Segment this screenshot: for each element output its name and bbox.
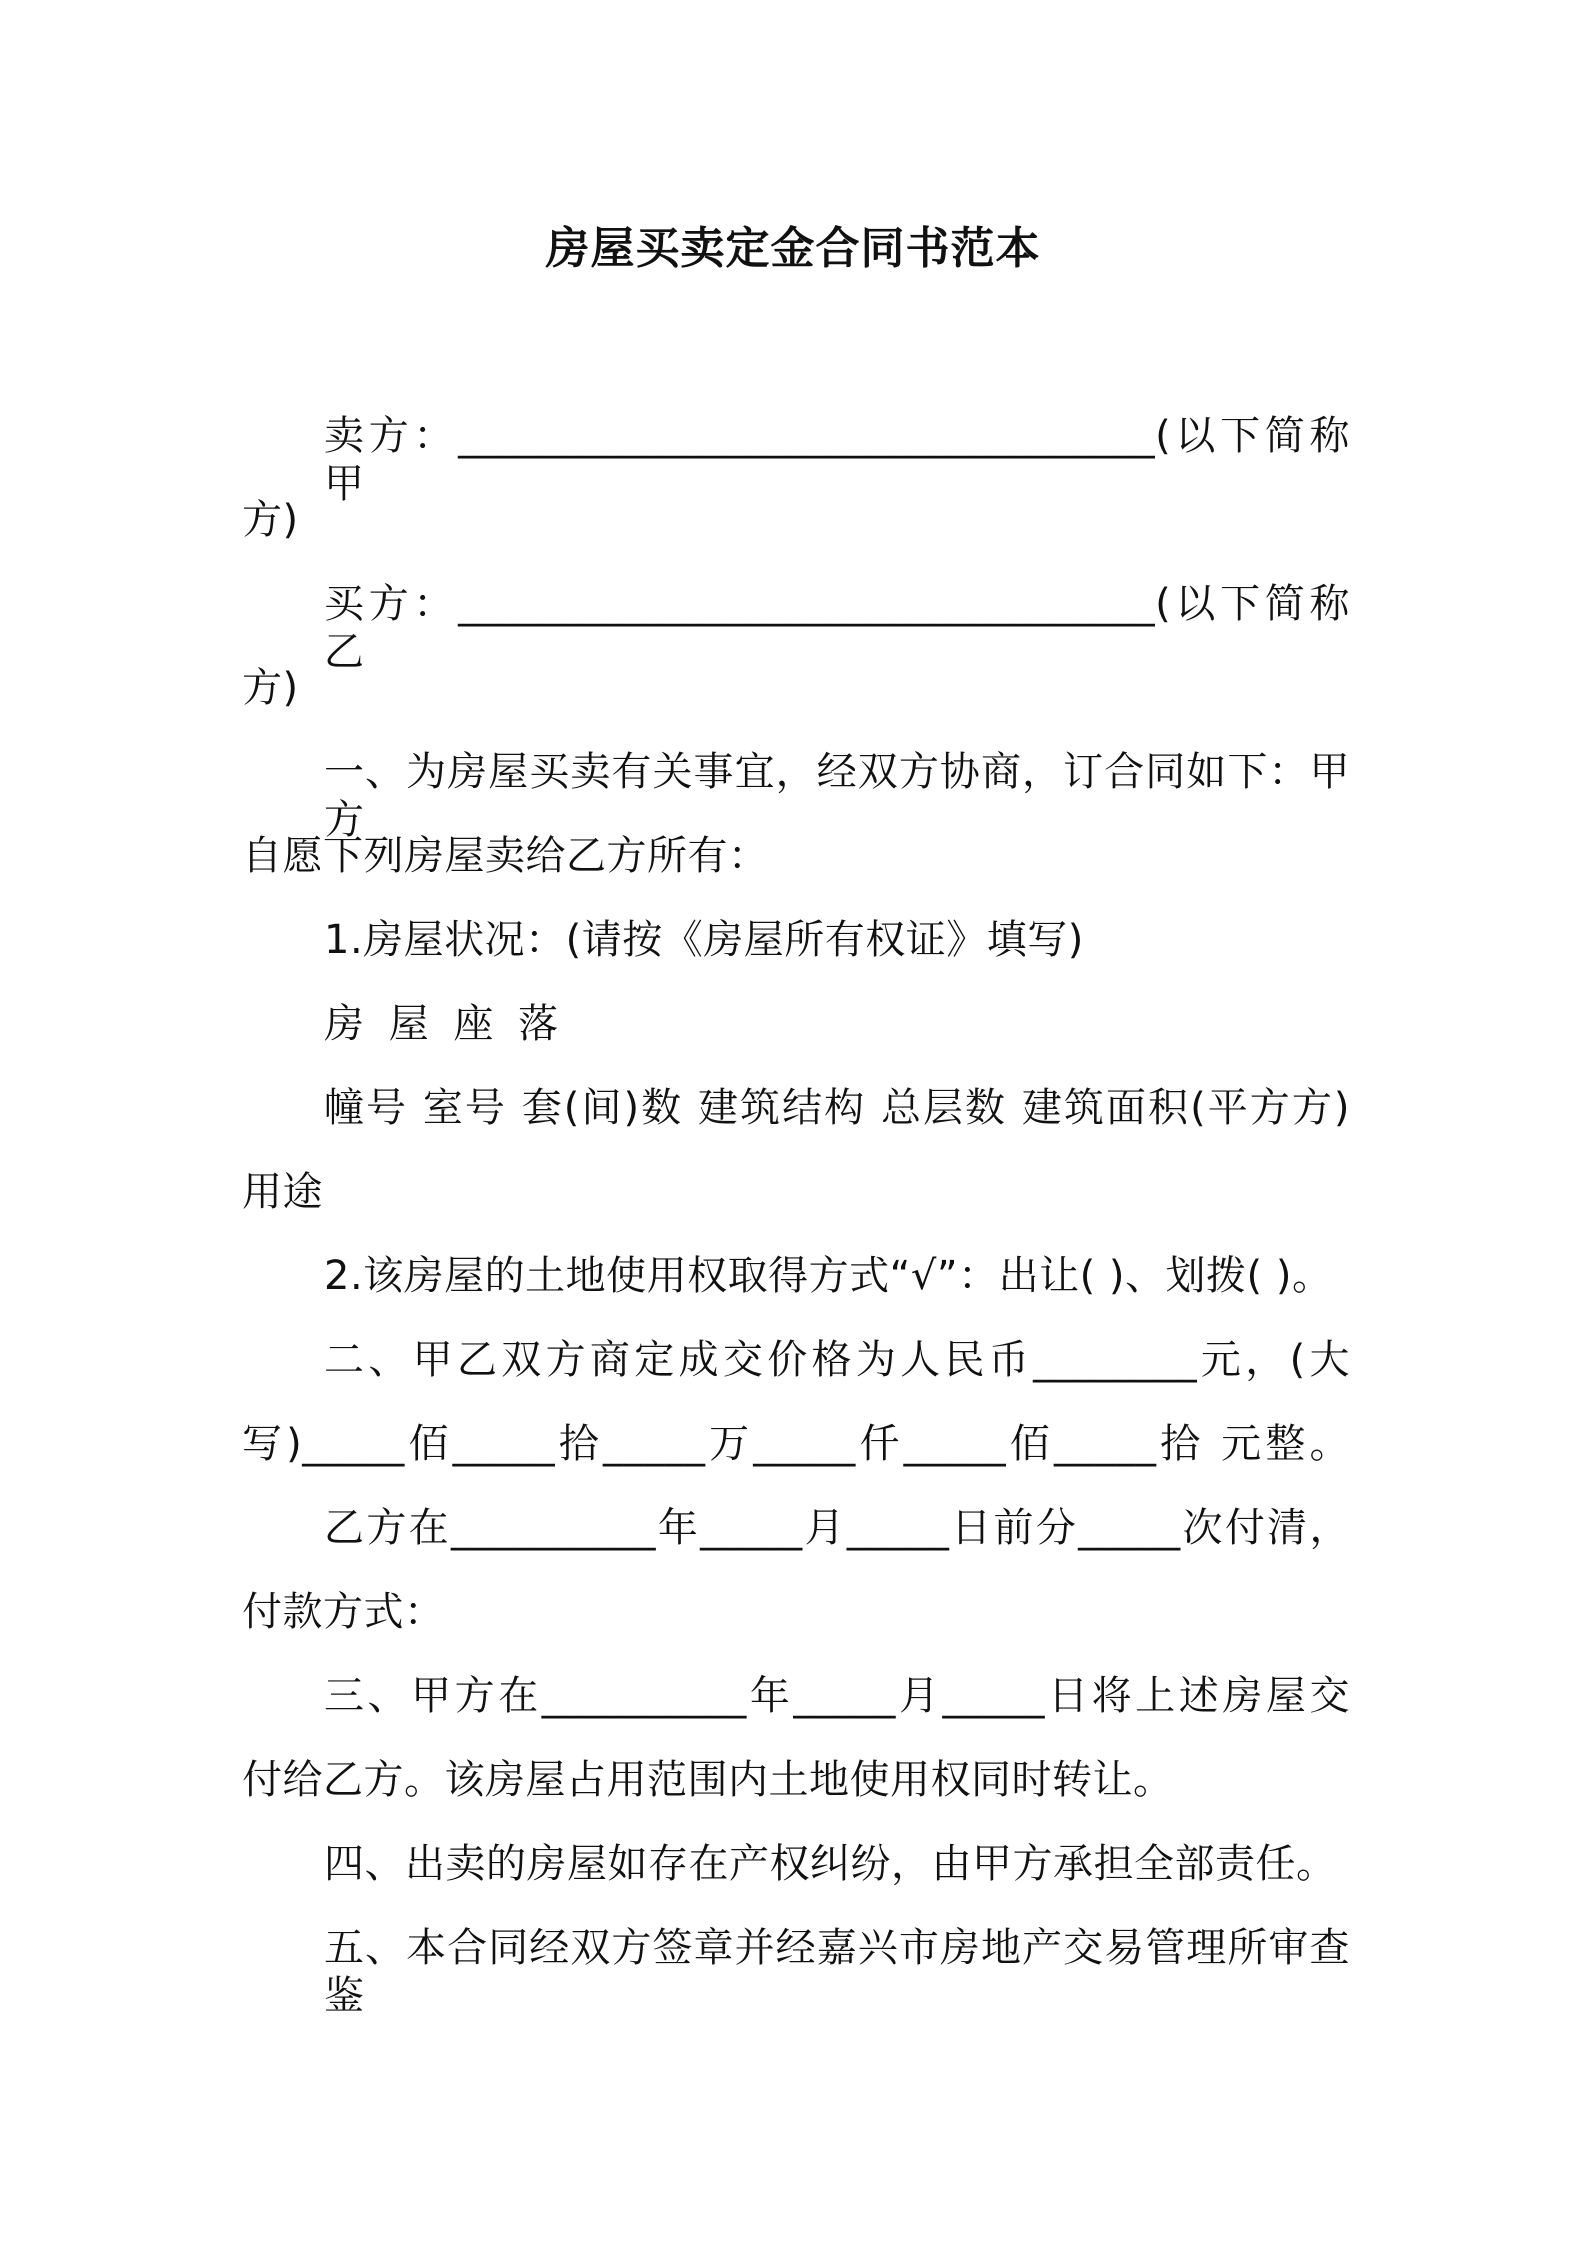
clause-3-delivery-line: 三、甲方在__________年_____月_____日将上述房屋交 <box>324 1673 1350 1719</box>
seller-line: 卖方：__________________________________(以下简称甲 <box>324 413 1350 507</box>
buyer-line: 买方：__________________________________(以下简称乙 <box>324 581 1350 675</box>
clause-5-text: 五、本合同经双方签章并经嘉兴市房地产交易管理所审查鉴 <box>324 1925 1350 2019</box>
property-usage-label: 用途 <box>242 1169 323 1215</box>
land-use-right-line: 2.该房屋的土地使用权取得方式“√”：出让( )、划拨( )。 <box>324 1253 1333 1299</box>
payment-method-label: 付款方式： <box>242 1589 445 1635</box>
document-title: 房屋买卖定金合同书范本 <box>545 223 1041 274</box>
property-location-label: 房 屋 座 落 <box>324 1001 565 1047</box>
clause-3-delivery-cont: 付给乙方。该房屋占用范围内土地使用权同时转让。 <box>242 1757 1174 1803</box>
clause-4-text: 四、出卖的房屋如存在产权纠纷，由甲方承担全部责任。 <box>324 1841 1337 1887</box>
buyer-line-end: 方) <box>242 665 299 711</box>
clause-2-price-line: 二、甲乙双方商定成交价格为人民币________元，(大 <box>324 1337 1350 1383</box>
clause-2-price-in-words: 写)_____佰_____拾_____万_____仟_____佰_____拾 元整。 <box>242 1421 1350 1467</box>
seller-line-end: 方) <box>242 497 299 543</box>
clause-1-text: 一、为房屋买卖有关事宜，经双方协商，订合同如下：甲方 <box>324 749 1350 843</box>
clause-1-text-cont: 自愿下列房屋卖给乙方所有： <box>242 833 769 879</box>
payment-schedule-line: 乙方在__________年_____月_____日前分_____次付清， <box>324 1505 1350 1551</box>
property-fields-line: 幢号 室号 套(间)数 建筑结构 总层数 建筑面积(平方方) <box>324 1085 1350 1131</box>
property-status-line: 1.房屋状况：(请按《房屋所有权证》填写) <box>324 917 1084 963</box>
